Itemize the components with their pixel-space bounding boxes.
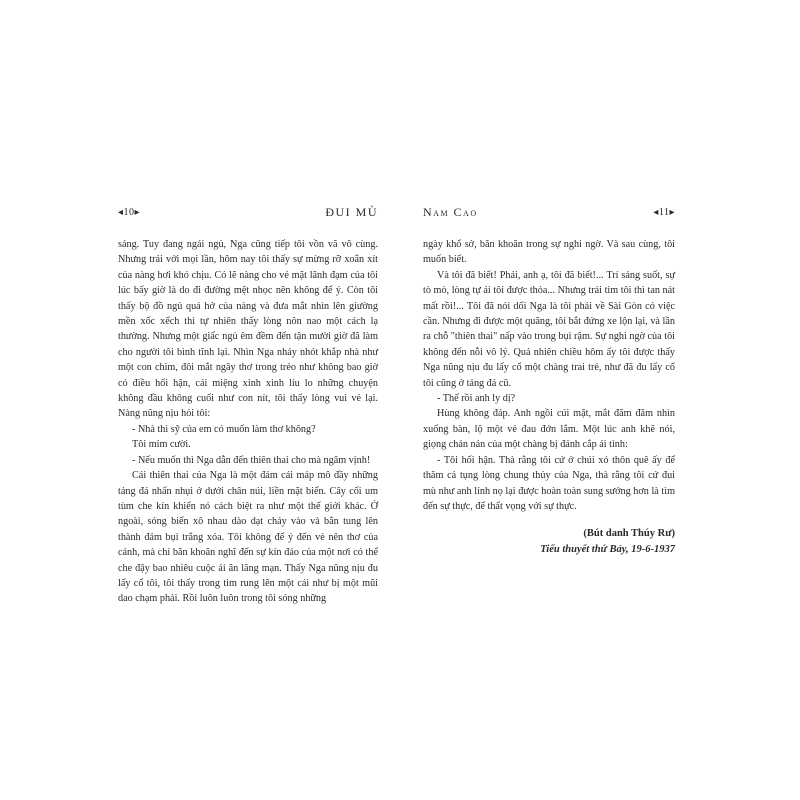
right-running-title: Nam Cao [423,205,478,219]
paragraph: - Nhà thi sỹ của em có muốn làm thơ không? [132,423,316,435]
right-page-header [423,205,675,223]
paragraph: Cái thiên thai của Nga là một đám cái máp mô đầy những tảng đá nhấn nhụi ở dưới chân núi, liền mặt biển. Cây cối um tùm che kín khiến nó cách biệt ra như một thế giới khác. Ở ngoài, sóng biển xô nhau dào dạt chảy vào và bắn tung lên thành đám bụi trắng xóa. Tôi không để ý đến vẻ nên thơ của cảnh, mà chỉ băn khoăn nghĩ đến sự kín đáo của một nơi có thể che đậy bao nhiêu cuộc ái ân lãng mạn. Thấy Nga nũng nịu đu lấy cổ tôi, tôi thấy trong tim rung lên một cái như bị một mũi dao chạm phải. Rồi luôn luôn trong tôi sóng những [118,470,378,605]
paragraph: Và tôi đã biết! Phải, anh ạ, tôi đã biết!... Trí sáng suốt, sự tò mò, lòng tự ái tôi được thỏa... Nhưng trái tim tôi thì tan nát mất rồi!... Tôi đã nói dối Nga là tôi phải về Sài Gòn có việc cần. Nhưng đi được một quãng, tôi bắt đứng xe lộn lại, và lần ra chỗ "thiên thai" nấp vào trong bụi rậm. Sự nghi ngờ của tôi không đến nỗi vô lý. Quả nhiên chiều hôm ấy tôi được thấy Nga nũng nịu đu lấy cổ một chàng trai trẻ, như đã đu lấy cổ tôi cũng ở tảng đá cũ. [423,269,675,389]
left-page-header [118,205,378,223]
right-page-number: ◂11▸ [653,207,675,218]
left-page-body [118,237,378,607]
right-page-body [423,237,675,514]
publication-source: Tiểu thuyết thứ Bảy, 19-6-1937 [540,544,675,556]
paragraph: Tôi mỉm cười. [132,439,191,451]
paragraph: ngày khổ sở, băn khoăn trong sự nghi ngờ. Và sau cùng, tôi muốn biết. [423,239,675,266]
paragraph: sáng. Tuy đang ngái ngủ, Nga cũng tiếp tôi vồn vã vô cùng. Nhưng trái với mọi lần, hôm nay tôi thấy sự mừng rỡ xoắn xít của nàng hơi khó chịu. Có lẽ nàng cho vẻ mặt lãnh đạm của tôi lúc bấy giờ là do đi đường mệt nhọc nên không để ý. Còn tôi thấy bộ đồ ngủ quá hở của nàng và đưa mắt nhìn lên giường mền xốc xếch thì tự nhiên thấy lòng nôn nao một cách lạ thường. Nhưng một giấc ngủ êm đềm đến tận mười giờ đã làm cho người tôi bình tĩnh lại. Nhìn Nga nhảy nhót khắp nhà như một con chim, đôi mắt ngây thơ trong trẻo như không bao giờ có điều hối hận, cái miệng xinh xinh líu lo những chuyện không đầu không cuối như con nít, tôi thấy lòng vui vẻ lại. Nàng nũng nịu hỏi tôi: [118,239,378,420]
paragraph: - Thế rồi anh ly dị? [437,393,516,405]
right-page [423,205,675,558]
left-running-title: ĐUI MÙ [325,205,378,219]
paragraph: - Nếu muốn thì Nga dẫn đến thiên thai cho mà ngâm vịnh! [132,454,371,466]
paragraph: - Tôi hối hận. Thà rằng tôi cứ ở chúi xó thôn quê ấy để thăm cả tụng lòng chung thủy của Nga, thà rằng tôi cứ đui mù như anh lính nọ lại được hoàn toàn sung sướng hơn là tìm đến sự thực, để thất vọng với sự thực. [423,454,675,512]
left-page-number: ◂10▸ [118,207,141,218]
signature-block [423,526,675,558]
pen-name: (Bút danh Thúy Rư) [583,528,675,540]
paragraph: Hùng không đáp. Anh ngồi cúi mặt, mắt đăm đăm nhìn xuống bàn, lộ một vẻ đau đớn lắm. Một lúc anh khẽ nói, giọng chán nản của một chàng bị đánh cắp ái tình: [423,408,675,451]
left-page [118,205,378,607]
